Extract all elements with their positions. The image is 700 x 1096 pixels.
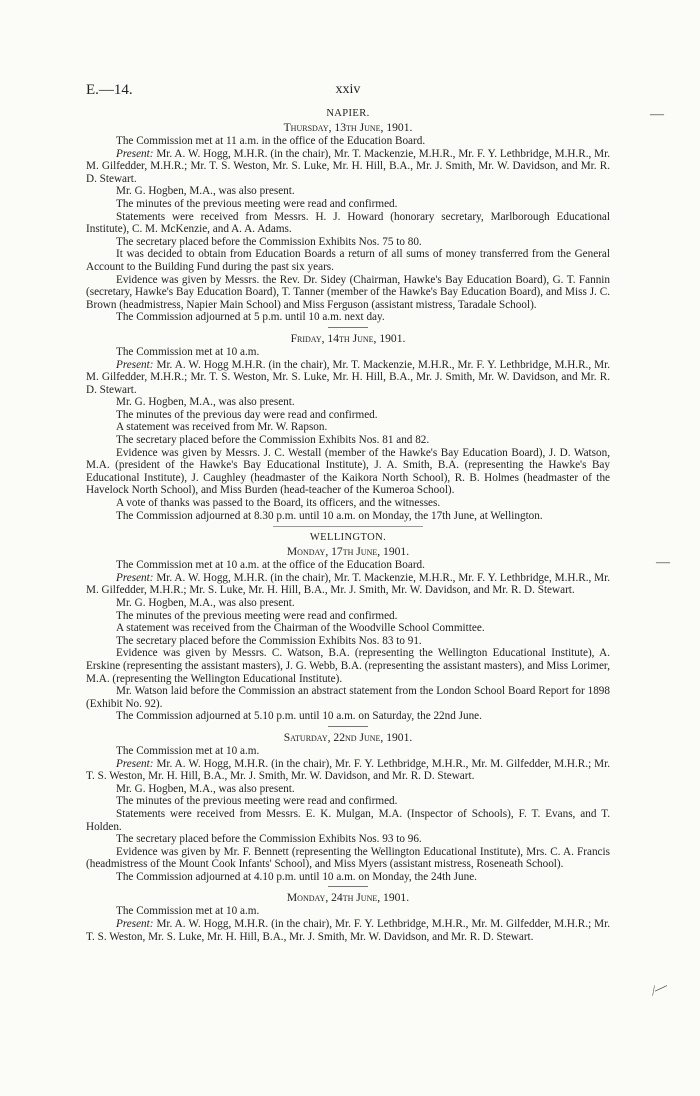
paragraph: Mr. Watson laid before the Commission an abstract statement from the London School Board Report for 1898 (Exhibit No. 92). [86,685,610,710]
paragraph: Mr. G. Hogben, M.A., was also present. [116,597,295,609]
present-paragraph [86,572,610,597]
present-paragraph [86,758,610,783]
paragraph: A vote of thanks was passed to the Board, its officers, and the witnesses. [116,497,441,510]
paragraph: The minutes of the previous meeting were read and confirmed. [116,197,398,210]
paragraph: The Commission met at 10 a.m. [116,905,260,918]
margin-dash-mark: — [656,555,670,570]
present-label: Present: [116,147,154,160]
present-paragraph [86,359,610,397]
present-label: Present: [116,358,154,371]
date-heading: Friday, 14th June, 1901. [290,331,406,345]
margin-stroke-mark: ⁄— [649,977,670,998]
paragraph: Mr. G. Hogben, M.A., was also present. [116,185,295,198]
paragraph: The minutes of the previous meeting were read and confirmed. [116,609,398,622]
paragraph: It was decided to obtain from Education Boards a return of all sums of money transferred from the General Account to the Building Fund during the past six years. [86,248,610,273]
paragraph: The minutes of the previous day were read and confirmed. [116,408,378,421]
paragraph: The secretary placed before the Commission Exhibits Nos. 81 and 82. [116,434,430,447]
document-code: E.—14. [86,82,133,98]
present-text: Mr. A. W. Hogg, M.H.R. (in the chair), Mr. T. Mackenzie, M.H.R., Mr. F. Y. Lethbridge, M.H.R., Mr. M. Gilfedder, M.H.R.; Mr. T. S. Weston, Mr. S. Luke, Mr. H. Hill, B.A., Mr. J. Smith, Mr. W. Davidson, and Mr. R. D. Stewart. [86,147,611,185]
date-heading: Monday, 17th June, 1901. [286,545,410,559]
paragraph: The secretary placed before the Commission Exhibits Nos. 93 to 96. [116,833,422,846]
paragraph: The Commission met at 11 a.m. in the office of the Education Board. [116,135,426,147]
present-label: Present: [116,571,154,584]
paragraph: The Commission met at 10 a.m. [116,345,260,358]
present-paragraph [86,148,610,186]
date-heading: Saturday, 22nd June, 1901. [283,730,413,744]
date-heading: Monday, 24th June, 1901. [286,891,410,905]
section-divider [273,526,423,527]
divider [328,726,368,727]
present-paragraph [86,918,610,943]
paragraph: The minutes of the previous meeting were read and confirmed. [116,795,398,808]
paragraph: The secretary placed before the Commission Exhibits Nos. 83 to 91. [116,634,422,647]
paragraph: Evidence was given by Mr. F. Bennett (representing the Wellington Educational Institute), Mrs. C. A. Francis (headmistress of the Mount Cook Infants' School), and Miss Myers (assistant mistress, Roseneath School). [86,845,610,871]
paragraph: The Commission adjourned at 5 p.m. until 10 a.m. next day. [116,311,385,324]
paragraph: The Commission adjourned at 5.10 p.m. until 10 a.m. on Saturday, the 22nd June. [116,710,482,723]
margin-dash-mark: — [650,107,664,122]
paragraph: Evidence was given by Messrs. the Rev. Dr. Sidey (Chairman, Hawke's Bay Education Board), G. T. Fannin (secretary, Hawke's Bay Education Board), T. Tanner (member of the Hawke's Bay Education Board), and Miss J. C. Brown (headmistress, Napier Main School) and Miss Ferguson (assistant mistress, Taradale School). [86,273,610,311]
present-label: Present: [116,757,154,770]
place-heading: WELLINGTON. [309,532,387,544]
paragraph: Mr. G. Hogben, M.A., was also present. [116,396,295,409]
divider [328,327,368,328]
divider [328,886,368,887]
place-heading: NAPIER. [326,108,370,119]
section-napier [86,108,610,522]
present-text: Mr. A. W. Hogg M.H.R. (in the chair), Mr. T. Mackenzie, M.H.R., Mr. F. Y. Lethbridge, M.H.R., Mr. M. Gilfedder, M.H.R.; Mr. T. S. Weston, Mr. S. Luke, Mr. H. Hill, B.A., Mr. J. Smith, Mr. W. Davidson, and Mr. R. D. Stewart. [86,358,611,396]
page-header [86,82,610,102]
paragraph: The Commission adjourned at 8.30 p.m. until 10 a.m. on Monday, the 17th June, at Wellington. [116,509,543,522]
paragraph: Evidence was given by Messrs. C. Watson, B.A. (representing the Wellington Educational Institute), A. Erskine (representing the assistant masters), J. G. Webb, B.A. (representing the assistant masters), and Miss Lorimer, M.A. (representing the Wellington Educational Institute). [86,647,610,685]
paragraph: A statement was received from the Chairman of the Woodville School Committee. [116,622,485,635]
paragraph: A statement was received from Mr. W. Rapson. [116,421,328,434]
present-text: Mr. A. W. Hogg, M.H.R. (in the chair), Mr. F. Y. Lethbridge, M.H.R., Mr. M. Gilfedder, M.H.R.; Mr. T. S. Weston, Mr. H. Hill, B.A., Mr. J. Smith, Mr. W. Davidson, and Mr. R. D. Stewart. [86,757,610,783]
paragraph: Evidence was given by Messrs. J. C. Westall (member of the Hawke's Bay Education Board), J. D. Watson, M.A. (president of the Hawke's Bay Educational Institute), J. A. Smith, B.A. (representing the Hawke's Bay Educational Institute), J. Caughley (headmaster of the Kaikora North School), R. B. Holmes (headmaster of the Havelock North School), and Miss Burden (head-teacher of the Kumeroa School). [86,446,610,497]
paragraph: The Commission met at 10 a.m. at the office of the Education Board. [116,559,425,572]
paragraph: Statements were received from Messrs. E. K. Mulgan, M.A. (Inspector of Schools), F. T. Evans, and T. Holden. [86,807,610,833]
page-number: xxiv [335,82,361,97]
paragraph: The Commission met at 10 a.m. [116,744,260,757]
present-label: Present: [116,918,154,931]
paragraph: The secretary placed before the Commission Exhibits Nos. 75 to 80. [116,235,422,248]
section-wellington [86,532,610,943]
paragraph: Mr. G. Hogben, M.A., was also present. [116,782,295,795]
paragraph: Statements were received from Messrs. H. J. Howard (honorary secretary, Marlborough Educational Institute), C. M. McKenzie, and A. A. Adams. [86,210,610,236]
document-body [86,108,610,943]
present-text: Mr. A. W. Hogg, M.H.R. (in the chair), Mr. F. Y. Lethbridge, M.H.R., Mr. M. Gilfedder, M.H.R.; Mr. T. S. Weston, Mr. S. Luke, Mr. H. Hill, B.A., Mr. J. Smith, Mr. W. Davidson, and Mr. R. D. Stewart. [86,918,610,943]
paragraph: The Commission adjourned at 4.10 p.m. until 10 a.m. on Monday, the 24th June. [116,870,477,883]
present-text: Mr. A. W. Hogg, M.H.R. (in the chair), Mr. T. Mackenzie, M.H.R., Mr. F. Y. Lethbridge, M.H.R., Mr. M. Gilfedder, M.H.R.; Mr. S. Luke, Mr. H. Hill, B.A., Mr. J. Smith, Mr. W. Davidson, and Mr. R. D. Stewart. [86,571,611,597]
date-heading: Thursday, 13th June, 1901. [283,121,413,134]
